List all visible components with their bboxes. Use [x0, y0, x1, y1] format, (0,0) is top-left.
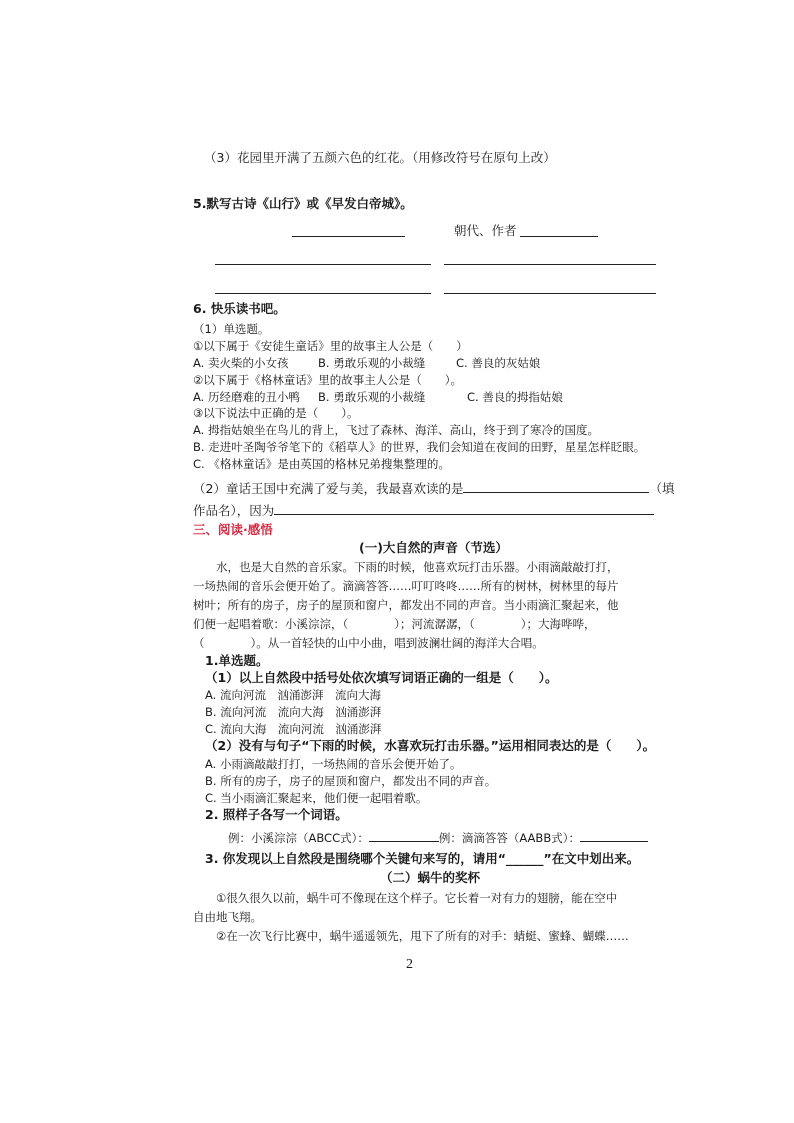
q6-c-opt-b: B. 走进叶圣陶爷爷笔下的《稻草人》的世界，我们会知道在夜间的田野，星星怎样眨眼。: [193, 440, 646, 454]
q2-blank-2: [580, 829, 648, 842]
q4-item-3: （3）花园里开满了五颜六色的红花。（用修改符号在原句上改）: [204, 150, 556, 165]
favorite-book-blank: [463, 480, 649, 493]
q1-title: 1.单选题。: [205, 653, 269, 668]
q6-a-opt-b: B. 勇敢乐观的小裁缝: [318, 356, 426, 370]
q6-sub1: （1）单选题。: [193, 322, 270, 336]
poem-title-line: [292, 236, 405, 237]
q6-a-stem: ①以下属于《安徒生童话》里的故事主人公是（ ）: [193, 339, 468, 353]
q6-b-stem: ②以下属于《格林童话》里的故事主人公是（ ）。: [193, 373, 463, 387]
q2-examples: [228, 829, 648, 846]
poem-line-3: [215, 293, 431, 294]
q6-c-opt-a: A. 拇指姑娘坐在鸟儿的背上，飞过了森林、海洋、高山，终于到了寒冷的国度。: [193, 423, 599, 437]
q3-text: 3. 你发现以上自然段是围绕哪个关键句来写的，请用“______”在文中划出来。: [205, 851, 640, 866]
q6-b-opt-c: C. 善良的拇指姑娘: [467, 390, 563, 404]
q6-a-opt-c: C. 善良的灰姑娘: [456, 356, 541, 370]
q1b-opt-b: B. 所有的房子，房子的屋顶和窗户，都发出不同的声音。: [205, 774, 497, 788]
p2-line-1: ①很久很久以前，蜗牛可不像现在这个样子。它长着一对有力的翅膀，能在空中: [216, 891, 618, 905]
author-label: 朝代、作者: [454, 223, 517, 238]
q6-sub2-reason-label: 作品名），因为: [193, 503, 275, 518]
q6-a-opt-a: A. 卖火柴的小女孩: [193, 356, 289, 370]
poem-line-1: [215, 264, 431, 265]
q1b-opt-c: C. 当小雨滴汇聚起来，他们便一起唱着歌。: [205, 791, 428, 805]
q6-sub2: [193, 480, 674, 497]
q6-sub2-end: （填: [649, 481, 675, 496]
passage2-title: （二）蜗牛的奖杯: [380, 870, 481, 885]
q6-b-opt-b: B. 勇敢乐观的小裁缝: [318, 390, 426, 404]
q6-title: 6. 快乐读书吧。: [193, 301, 286, 316]
reason-blank: [274, 502, 654, 515]
section-heading: 三、阅读·感悟: [193, 522, 273, 537]
q1a-opt-b: B. 流向河流 流向大海 汹涌澎湃: [205, 705, 382, 719]
q1a-opt-a: A. 流向河流 汹涌澎湃 流向大海: [205, 688, 381, 702]
q5-title: 5.默写古诗《山行》或《早发白帝城》。: [193, 196, 413, 211]
q2-blank-1: [369, 829, 439, 842]
passage1-title: (一)大自然的声音（节选）: [359, 540, 508, 555]
q2-example-2: 例：滴滴答答（AABB式）：: [438, 831, 580, 845]
author-line: [520, 236, 598, 237]
q6-c-stem: ③以下说法中正确的是（ ）。: [193, 406, 359, 420]
poem-line-2: [444, 264, 656, 265]
p1-line-5: （ ）。从一首轻快的山中小曲，唱到波澜壮阔的海洋大合唱。: [193, 636, 544, 650]
q6-c-opt-c: C. 《格林童话》是由英国的格林兄弟搜集整理的。: [193, 457, 450, 471]
q1a-stem: （1）以上自然段中括号处依次填写词语正确的一组是（ ）。: [205, 670, 558, 685]
p2-line-2: 自由地飞翔。: [193, 910, 262, 924]
p1-line-4: 们便一起唱着歌：小溪淙淙，（ ）；河流潺潺，（ ）；大海哗哗，: [193, 617, 596, 631]
q2-example-1: 例：小溪淙淙（ABCC式）：: [228, 831, 369, 845]
p1-line-2: 一场热闹的音乐会便开始了。滴滴答答……叮叮咚咚……所有的树林，树林里的每片: [193, 579, 619, 593]
p1-line-1: 水，也是大自然的音乐家。下雨的时候，他喜欢玩打击乐器。小雨滴敲敲打打，: [216, 560, 619, 574]
page-number: 2: [406, 957, 413, 972]
p2-line-3: ②在一次飞行比赛中，蜗牛遥遥领先，甩下了所有的对手：蜻蜓、蜜蜂、蝴蝶……: [216, 929, 629, 943]
q2-title: 2. 照样子各写一个词语。: [205, 807, 348, 822]
q1a-opt-c: C. 流向大海 流向河流 汹涌澎湃: [205, 722, 382, 736]
q1b-stem: （2）没有与句子“下雨的时候，水喜欢玩打击乐器。”运用相同表达的是（ ）。: [205, 738, 656, 753]
q6-sub2-line2: [193, 502, 654, 519]
q6-sub2-text: （2）童话王国中充满了爱与美，我最喜欢读的是: [193, 481, 464, 496]
p1-line-3: 树叶；所有的房子，房子的屋顶和窗户，都发出不同的声音。当小雨滴汇聚起来，他: [193, 598, 619, 612]
poem-line-4: [444, 293, 656, 294]
q1b-opt-a: A. 小雨滴敲敲打打，一场热闹的音乐会便开始了。: [205, 757, 462, 771]
q6-b-opt-a: A. 历经磨难的丑小鸭: [193, 390, 300, 404]
